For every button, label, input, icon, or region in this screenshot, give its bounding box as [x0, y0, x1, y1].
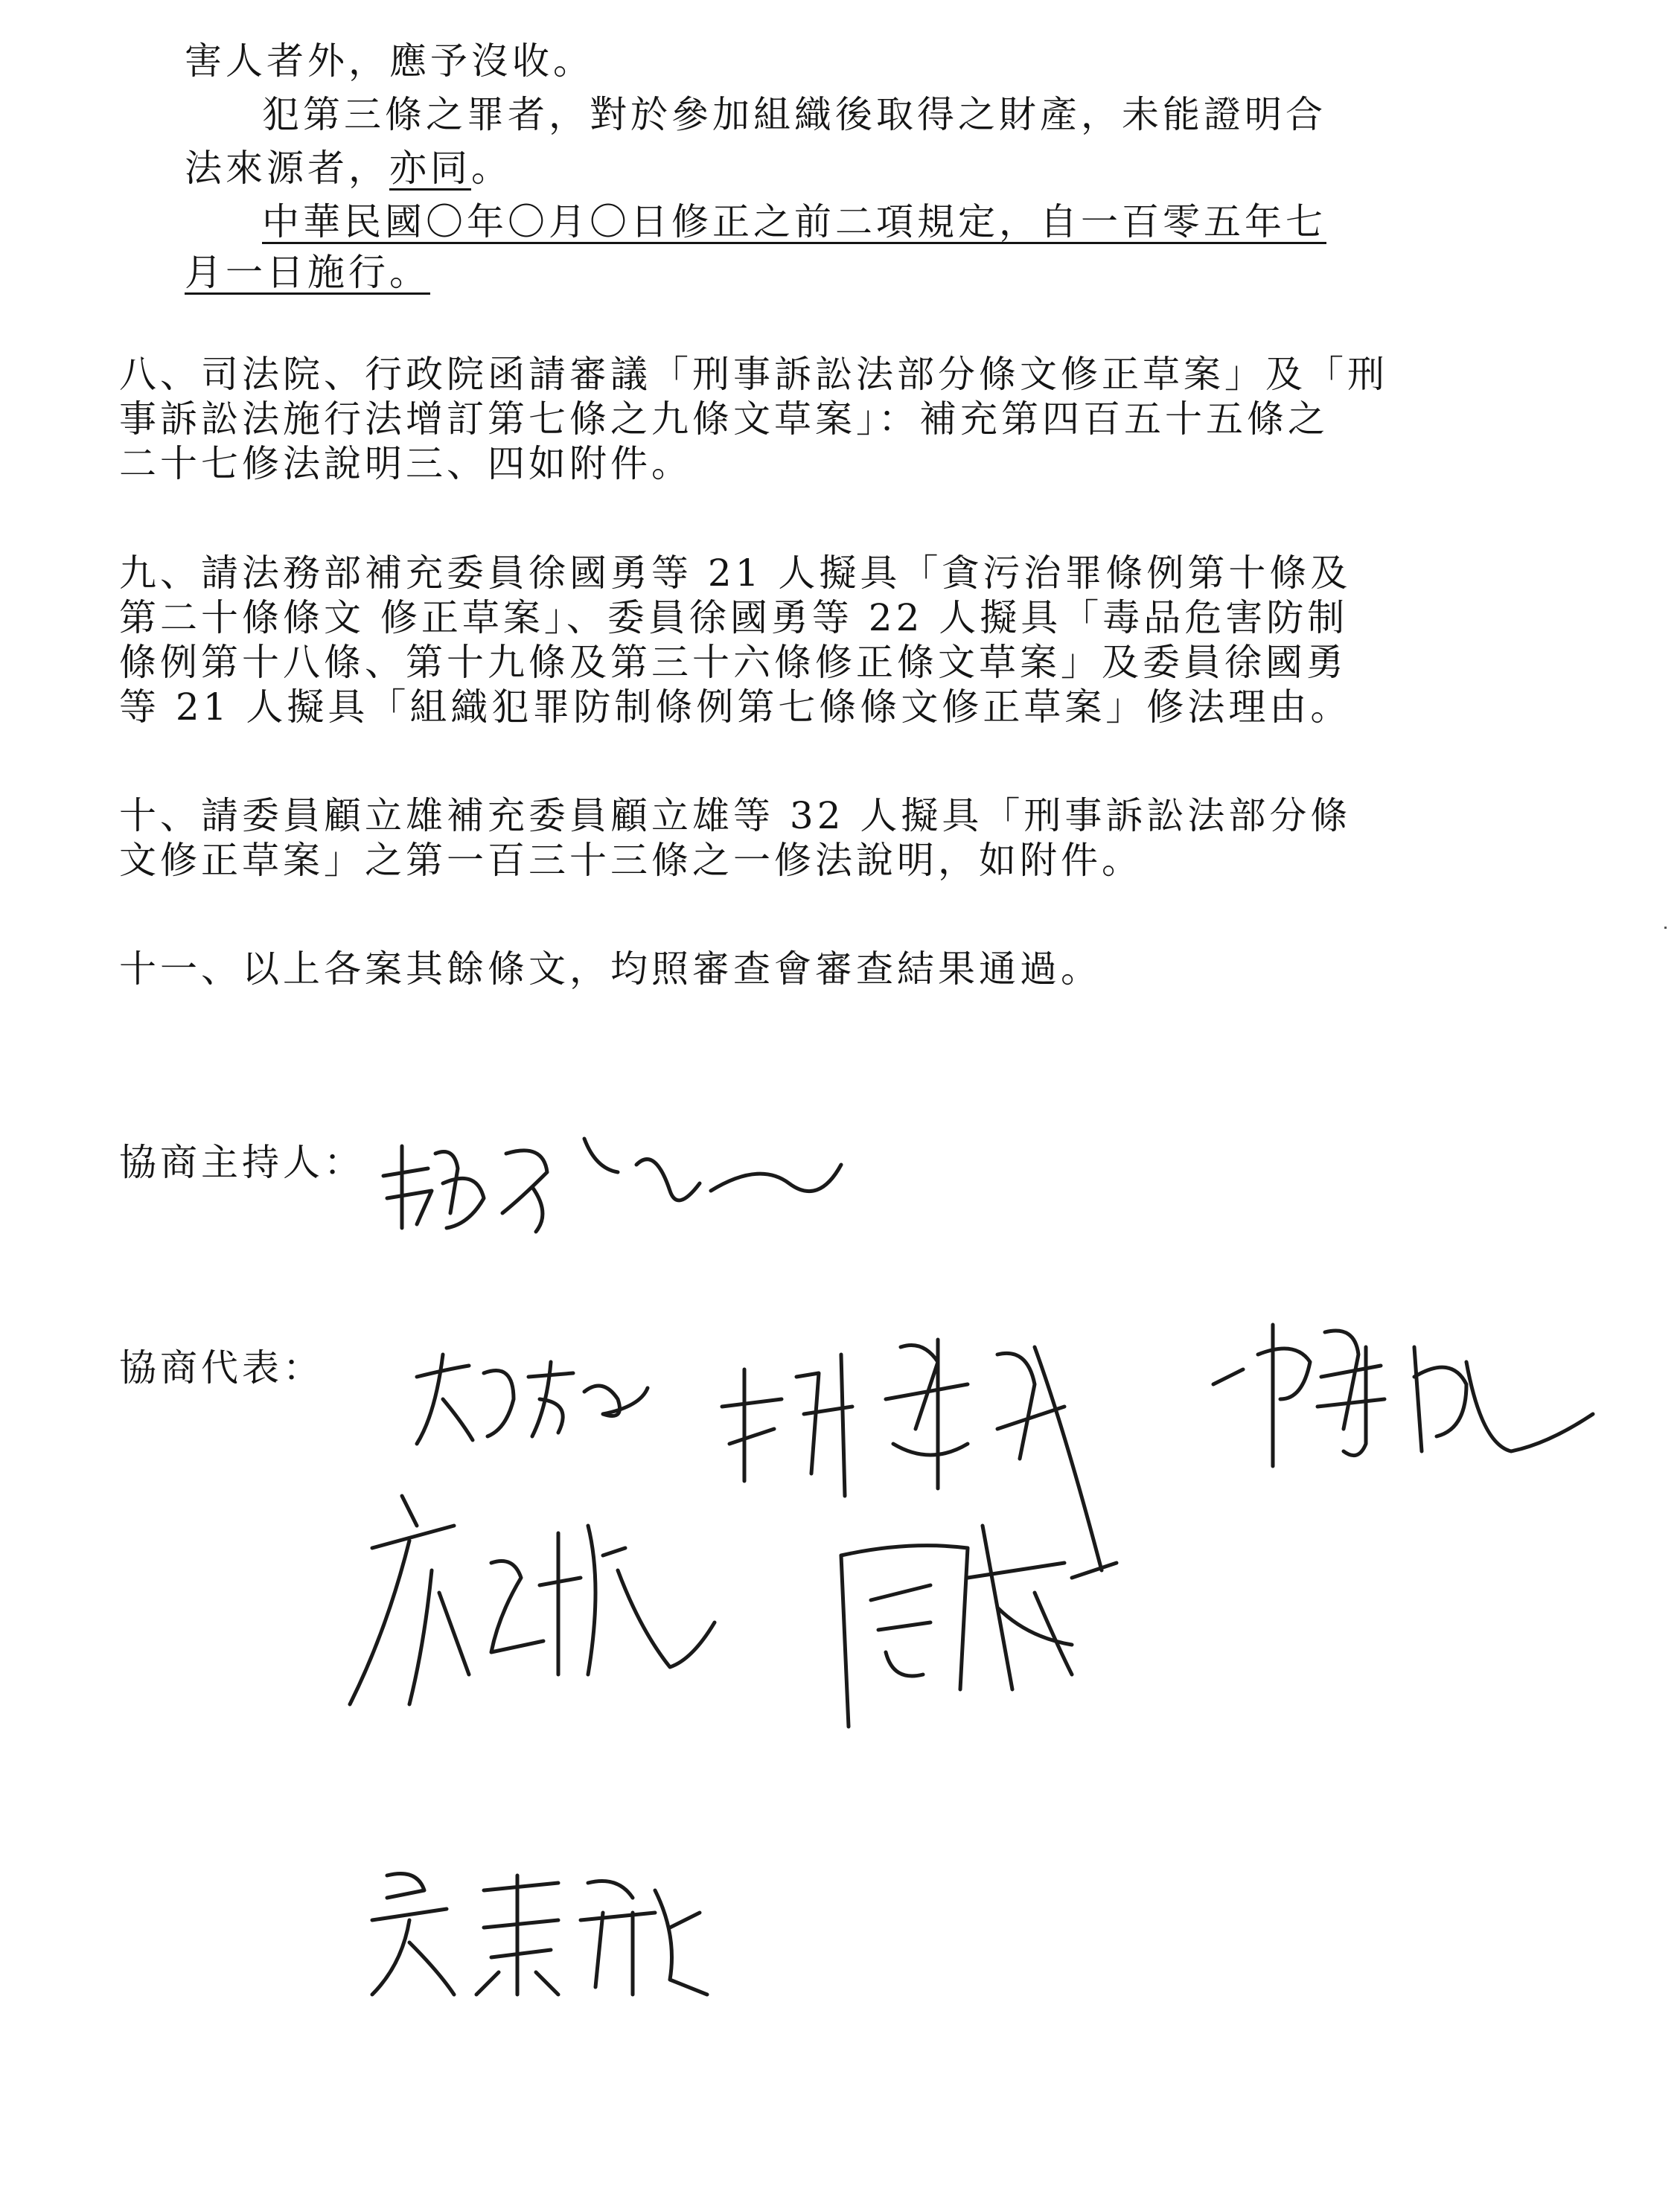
representative-signature: [819, 1496, 1131, 1742]
item-8-line: 事訴訟法施行法增訂第七條之九條文草案」：補充第四百五十五條之: [119, 397, 1329, 441]
item-11-line: 十一、以上各案其餘條文，均照審查會審查結果通過。: [119, 947, 1102, 991]
amended-text-line: 月一日施行。: [185, 251, 430, 294]
item-9-line: 第二十條條文 修正草案」、委員徐國勇等 22 人擬具「毒品危害防制: [119, 596, 1349, 639]
host-label: 協商主持人：: [119, 1141, 365, 1184]
representative-signature: [342, 1481, 729, 1727]
item-10-line: 十、請委員顧立雄補充委員顧立雄等 32 人擬具「刑事訴訟法部分條: [119, 794, 1352, 837]
item-9-line: 等 21 人擬具「組織犯罪防制條例第七條條文修正草案」修法理由。: [119, 685, 1352, 729]
host-signature: [372, 1101, 849, 1250]
representative-signature: [1198, 1295, 1615, 1488]
amended-text: 亦同: [389, 147, 471, 190]
representative-signature: [357, 1846, 729, 2009]
item-10-line: 文修正草案」之第一百三十三條之一修法說明，如附件。: [119, 839, 1143, 882]
text-line: 害人者外，應予沒收。: [185, 39, 594, 83]
text-line: 犯第三條之罪者，對於參加組織後取得之財產，未能證明合: [262, 93, 1326, 136]
item-8-line: 二十七修法說明三、四如附件。: [119, 442, 692, 485]
representatives-label: 協商代表：: [119, 1346, 324, 1389]
scan-mark: [1664, 927, 1667, 929]
item-8-line: 八、司法院、行政院函請審議「刑事訴訟法部分條文修正草案」及「刑: [119, 353, 1388, 396]
item-9-line: 條例第十八條、第十九條及第三十六條修正條文草案」及委員徐國勇: [119, 641, 1347, 684]
item-9-line: 九、請法務部補充委員徐國勇等 21 人擬具「貪污治罪條例第十條及: [119, 551, 1352, 595]
text-line: 法來源者，亦同。: [185, 147, 512, 190]
amended-text-line: 中華民國〇年〇月〇日修正之前二項規定，自一百零五年七: [262, 200, 1326, 243]
representative-signature: [402, 1332, 655, 1459]
